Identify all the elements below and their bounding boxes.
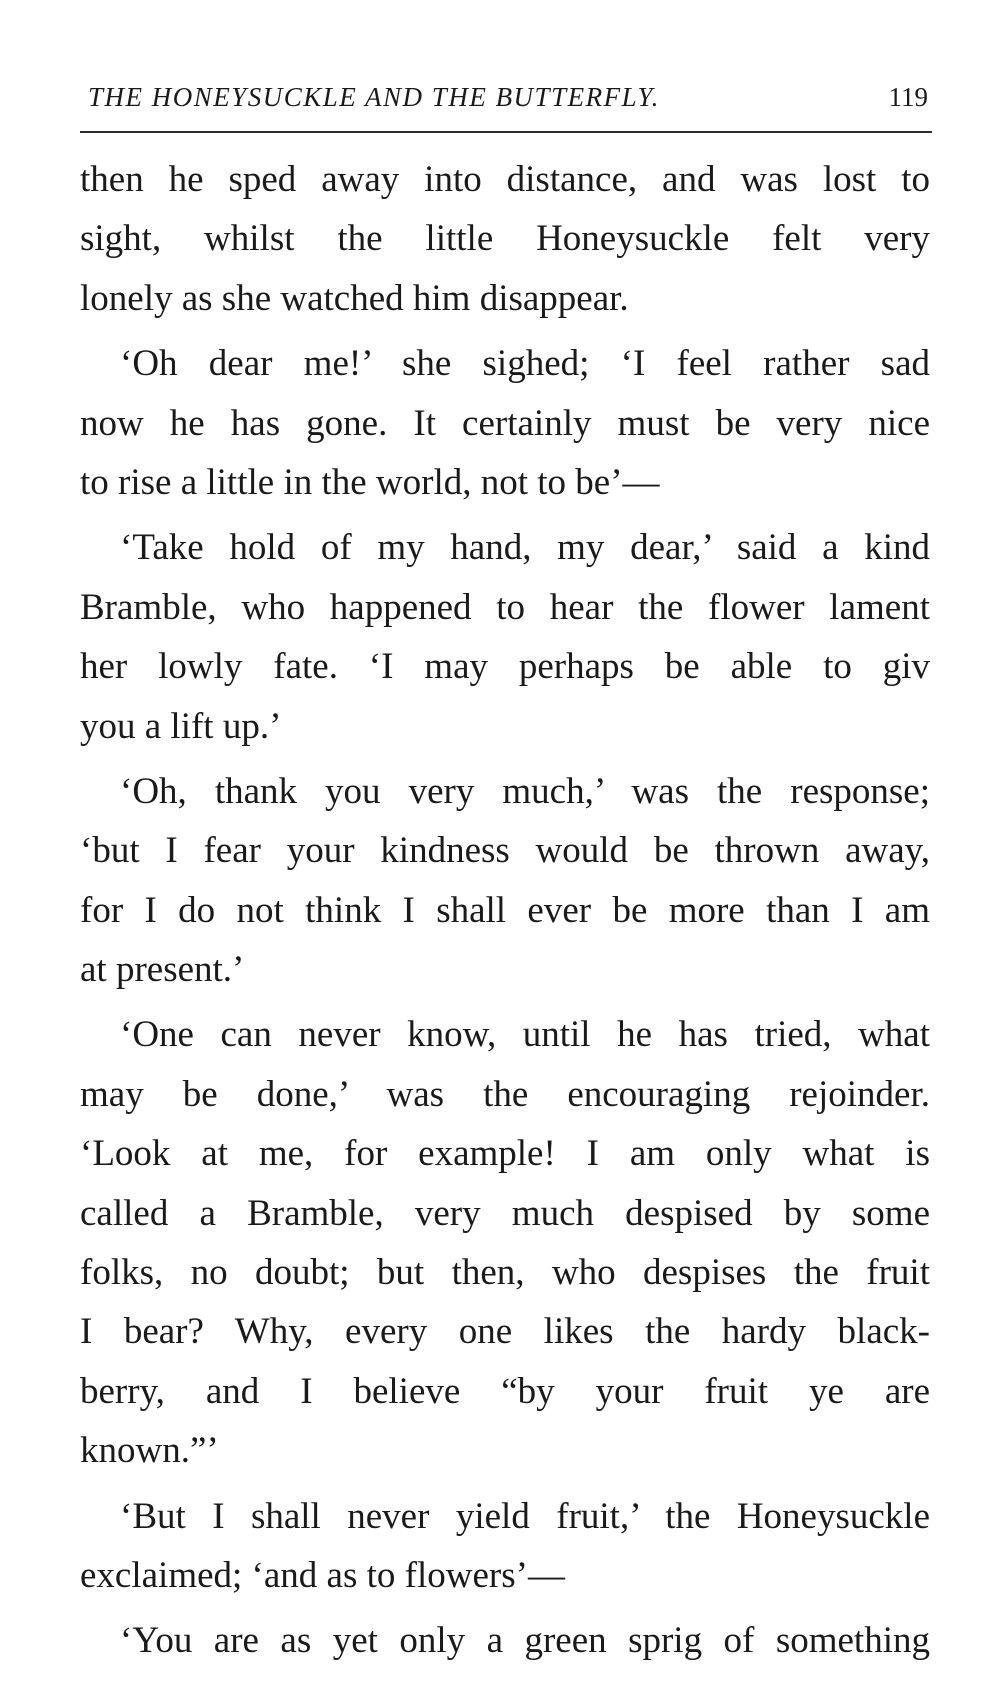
text-line: at present.’ bbox=[80, 949, 245, 991]
text-line: ‘But I shall never yield fruit,’ the Honeysuckle bbox=[120, 1495, 930, 1537]
page-number: 119 bbox=[888, 82, 928, 112]
text-line: ‘but I fear your kindness would be thrown away, bbox=[80, 830, 930, 872]
text-line: sight, whilst the little Honeysuckle felt very bbox=[80, 218, 930, 260]
text-line: you a lift up.’ bbox=[80, 705, 282, 747]
running-title: THE HONEYSUCKLE AND THE BUTTERFLY. bbox=[88, 82, 660, 112]
text-line: to rise a little in the world, not to be’— bbox=[80, 461, 660, 503]
text-line: ‘Oh, thank you very much,’ was the response; bbox=[120, 770, 930, 812]
text-line: berry, and I believe “by your fruit ye are bbox=[80, 1370, 930, 1412]
text-line: ‘Oh dear me!’ she sighed; ‘I feel rather sad bbox=[120, 343, 930, 385]
text-line: ‘Look at me, for example! I am only what is bbox=[80, 1133, 930, 1175]
text-line: may be done,’ was the encouraging rejoinder. bbox=[80, 1073, 930, 1115]
text-line: ‘Take hold of my hand, my dear,’ said a kind bbox=[120, 527, 930, 569]
text-line: known.”’ bbox=[80, 1430, 219, 1472]
body-text bbox=[80, 150, 930, 1671]
text-line: I bear? Why, every one likes the hardy black- bbox=[80, 1311, 930, 1353]
text-line: Bramble, who happened to hear the flower lament bbox=[80, 586, 930, 628]
text-line: called a Bramble, very much despised by some bbox=[80, 1192, 930, 1234]
text-line: ‘One can never know, until he has tried, what bbox=[120, 1014, 930, 1056]
running-head bbox=[82, 78, 932, 118]
text-line: folks, no doubt; but then, who despises the fruit bbox=[80, 1252, 930, 1294]
text-line: then he sped away into distance, and was lost to bbox=[80, 159, 930, 200]
text-line: her lowly fate. ‘I may perhaps be able to giv bbox=[80, 646, 930, 688]
header-rule bbox=[80, 131, 932, 133]
text-line: for I do not think I shall ever be more than I am bbox=[80, 889, 930, 931]
text-line: ‘You are as yet only a green sprig of something bbox=[120, 1620, 930, 1662]
text-line: now he has gone. It certainly must be very nice bbox=[80, 402, 930, 444]
text-line: exclaimed; ‘and as to flowers’— bbox=[80, 1554, 565, 1596]
text-line: lonely as she watched him disappear. bbox=[80, 277, 629, 319]
